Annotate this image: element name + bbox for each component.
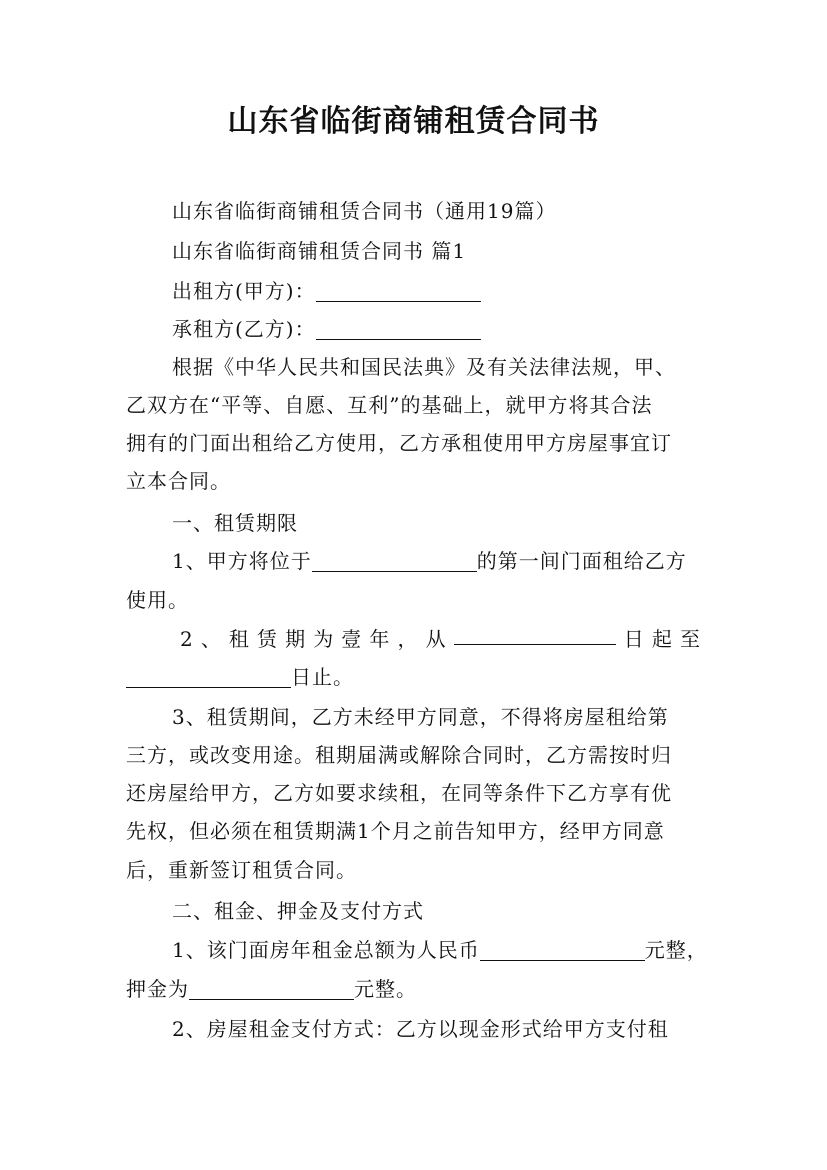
lessor-line [172, 276, 481, 306]
paragraph-line: 山东省临街商铺租赁合同书（通用19篇） [172, 199, 557, 223]
end-date-blank [126, 667, 291, 688]
clause-text: 1、甲方将位于 [172, 549, 312, 573]
paragraph-line: 2、房屋租金支付方式：乙方以现金形式给甲方支付租 [172, 1017, 669, 1041]
section-heading: 一、租赁期限 [172, 511, 298, 535]
location-blank [312, 551, 477, 572]
char: 为 [313, 627, 334, 651]
lessor-label: 出租方(甲方)： [172, 279, 316, 303]
paragraph-line: 立本合同。 [126, 469, 231, 493]
paragraph-line: 3、租赁期间，乙方未经甲方同意，不得将房屋租给第 [172, 705, 669, 729]
lessee-label: 承租方(乙方)： [172, 317, 316, 341]
char: 2 [180, 627, 193, 651]
clause-text: 押金为 [126, 977, 189, 1001]
clause-line [172, 546, 687, 576]
char: 、 [200, 627, 221, 651]
char: 从 [425, 627, 446, 651]
paragraph-line: 三方，或改变用途。租期届满或解除合同时，乙方需按时归 [126, 743, 672, 767]
paragraph-line: 先权，但必须在租赁期满1个月之前告知甲方，经甲方同意 [126, 819, 665, 843]
char: 期 [285, 627, 306, 651]
clause-line [172, 935, 708, 965]
paragraph-line: 山东省临街商铺租赁合同书 篇1 [172, 239, 467, 263]
paragraph-line: 还房屋给甲方，乙方如要求续租，在同等条件下乙方享有优 [126, 781, 672, 805]
char: 赁 [257, 627, 278, 651]
paragraph-line: 根据《中华人民共和国民法典》及有关法律法规，甲、 [172, 355, 676, 379]
paragraph-line: 后，重新签订租赁合同。 [126, 858, 357, 882]
char: 至 [679, 627, 700, 651]
clause-line [126, 662, 354, 692]
paragraph-line: 使用。 [126, 588, 189, 612]
char: 壹 [341, 627, 362, 651]
start-date-blank [454, 624, 616, 645]
deposit-amount-blank [189, 979, 354, 1000]
lessee-blank [316, 319, 481, 340]
paragraph-line: 乙双方在“平等、自愿、互利”的基础上，就甲方将其合法 [126, 393, 653, 417]
clause-text: 元整， [644, 938, 708, 962]
char: 租 [228, 627, 249, 651]
lessor-blank [316, 281, 481, 302]
clause-text: 元整。 [354, 977, 417, 1001]
paragraph-line: 拥有的门面出租给乙方使用，乙方承租使用甲方房屋事宜订 [126, 431, 672, 455]
clause-text: 1、该门面房年租金总额为人民币 [172, 938, 480, 962]
document-title: 山东省临街商铺租赁合同书 [227, 104, 600, 139]
section-heading: 二、租金、押金及支付方式 [172, 899, 424, 923]
clause-line [126, 974, 417, 1004]
char: 年 [369, 627, 390, 651]
char: 日 [623, 627, 644, 651]
lease-term-line [180, 624, 700, 654]
lessee-line [172, 314, 481, 344]
rent-amount-blank [480, 940, 645, 961]
char: 起 [651, 627, 672, 651]
clause-text: 的第一间门面租给乙方 [476, 549, 687, 573]
clause-text: 日止。 [291, 665, 354, 689]
char: ， [397, 627, 418, 651]
